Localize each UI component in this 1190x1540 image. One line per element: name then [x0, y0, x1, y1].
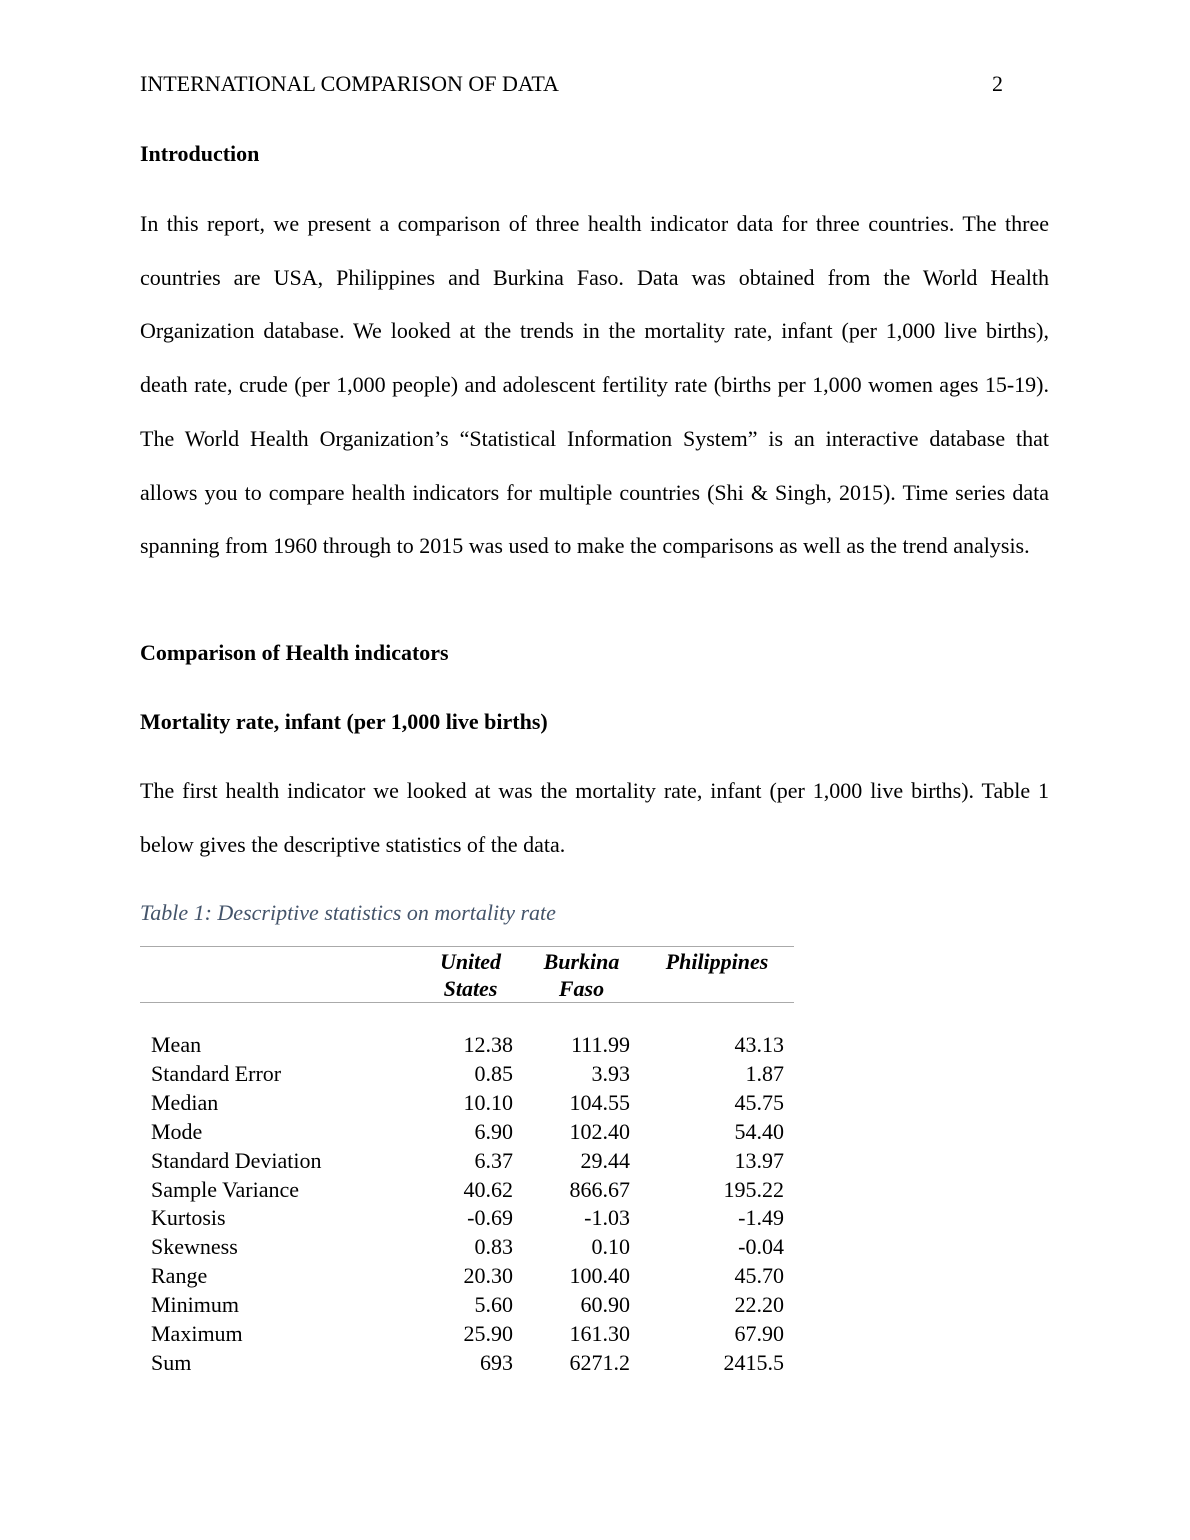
cell-philippines: 67.90 — [734, 1321, 784, 1347]
cell-philippines: 2415.5 — [723, 1349, 784, 1375]
table-row — [140, 1233, 794, 1262]
cell-united-states: 6.37 — [474, 1147, 513, 1173]
row-label: Maximum — [151, 1321, 243, 1347]
table-header-blank — [140, 947, 418, 1003]
table-row — [140, 1060, 794, 1089]
mortality-paragraph: The first health indicator we looked at was the mortality rate, infant (per 1,000 live births). Table 1 below gives the descriptive statistics of the data. — [140, 778, 1049, 857]
row-label: Standard Error — [151, 1060, 282, 1086]
running-head-title: INTERNATIONAL COMPARISON OF DATA — [140, 71, 559, 96]
table-row — [140, 1118, 794, 1147]
introduction-heading: Introduction — [140, 141, 260, 166]
row-label: Minimum — [151, 1292, 240, 1318]
table-row — [140, 1147, 794, 1176]
cell-burkina-faso: 3.93 — [591, 1060, 630, 1086]
column-header-united-states: United States — [418, 947, 523, 1003]
descriptive-stats-table — [140, 946, 794, 1378]
cell-philippines: 1.87 — [745, 1060, 784, 1086]
cell-burkina-faso: 0.10 — [591, 1234, 630, 1260]
column-header-burkina-faso: Burkina Faso — [523, 947, 640, 1003]
cell-philippines: 54.40 — [734, 1118, 784, 1144]
table-row — [140, 1320, 794, 1349]
cell-burkina-faso: 161.30 — [569, 1321, 630, 1347]
table-row — [140, 1291, 794, 1320]
cell-burkina-faso: 866.67 — [569, 1176, 630, 1202]
cell-burkina-faso: 60.90 — [580, 1292, 630, 1318]
cell-philippines: 45.75 — [734, 1089, 784, 1115]
cell-burkina-faso: 29.44 — [580, 1147, 630, 1173]
table-caption: Table 1: Descriptive statistics on mortality rate — [140, 900, 556, 925]
cell-philippines: 22.20 — [734, 1292, 784, 1318]
table-row — [140, 1262, 794, 1291]
cell-united-states: 20.30 — [463, 1263, 513, 1289]
row-label: Kurtosis — [151, 1205, 226, 1231]
cell-united-states: 5.60 — [474, 1292, 513, 1318]
cell-burkina-faso: -1.03 — [584, 1205, 630, 1231]
cell-united-states: 25.90 — [463, 1321, 513, 1347]
cell-united-states: 0.83 — [474, 1234, 513, 1260]
table-row — [140, 1204, 794, 1233]
cell-philippines: 45.70 — [734, 1263, 784, 1289]
column-header-philippines: Philippines — [640, 947, 794, 1003]
table-header-row — [140, 947, 794, 1003]
cell-philippines: 43.13 — [734, 1032, 784, 1057]
running-head — [140, 70, 1003, 98]
table-row — [140, 1349, 794, 1378]
table-row — [140, 1089, 794, 1118]
cell-burkina-faso: 102.40 — [569, 1118, 630, 1144]
row-label: Range — [151, 1263, 208, 1289]
cell-burkina-faso: 100.40 — [569, 1263, 630, 1289]
comparison-heading: Comparison of Health indicators — [140, 640, 449, 665]
cell-burkina-faso: 104.55 — [569, 1089, 630, 1115]
cell-united-states: 40.62 — [463, 1176, 513, 1202]
cell-philippines: -1.49 — [738, 1205, 784, 1231]
row-label: Sample Variance — [151, 1176, 300, 1202]
mortality-heading: Mortality rate, infant (per 1,000 live births) — [140, 709, 548, 734]
cell-united-states: -0.69 — [467, 1205, 513, 1231]
table-row — [140, 1031, 794, 1060]
cell-united-states: 12.38 — [463, 1032, 513, 1057]
table-spacer-row — [140, 1003, 794, 1032]
row-label: Skewness — [151, 1234, 238, 1260]
cell-united-states: 693 — [480, 1349, 513, 1375]
cell-burkina-faso: 111.99 — [571, 1032, 630, 1057]
page-number: 2 — [992, 71, 1003, 96]
row-label: Median — [151, 1089, 219, 1115]
row-label: Mean — [151, 1032, 202, 1057]
row-label: Mode — [151, 1118, 203, 1144]
cell-united-states: 10.10 — [463, 1089, 513, 1115]
cell-burkina-faso: 6271.2 — [569, 1349, 630, 1375]
table-row — [140, 1176, 794, 1205]
cell-philippines: 195.22 — [723, 1176, 784, 1202]
row-label: Standard Deviation — [151, 1147, 322, 1173]
cell-philippines: 13.97 — [734, 1147, 784, 1173]
cell-united-states: 6.90 — [474, 1118, 513, 1144]
introduction-paragraph: In this report, we present a comparison of three health indicator data for three countries. The three countries are USA, Philippines and Burkina Faso. Data was obtained from the World Health Organization database. We looked at the trends in the mortality rate, infant (per 1,000 live births), death rate, crude (per 1,000 people) and adolescent fertility rate (births per 1,000 women ages 15-19). The World Health Organization’s “Statistical Information System” is an interactive database that allows you to compare health indicators for multiple countries (Shi & Singh, 2015). Time series data spanning from 1960 through to 2015 was used to make the comparisons as well as the trend analysis. — [140, 211, 1049, 559]
cell-united-states: 0.85 — [474, 1060, 513, 1086]
row-label: Sum — [151, 1349, 192, 1375]
cell-philippines: -0.04 — [738, 1234, 784, 1260]
